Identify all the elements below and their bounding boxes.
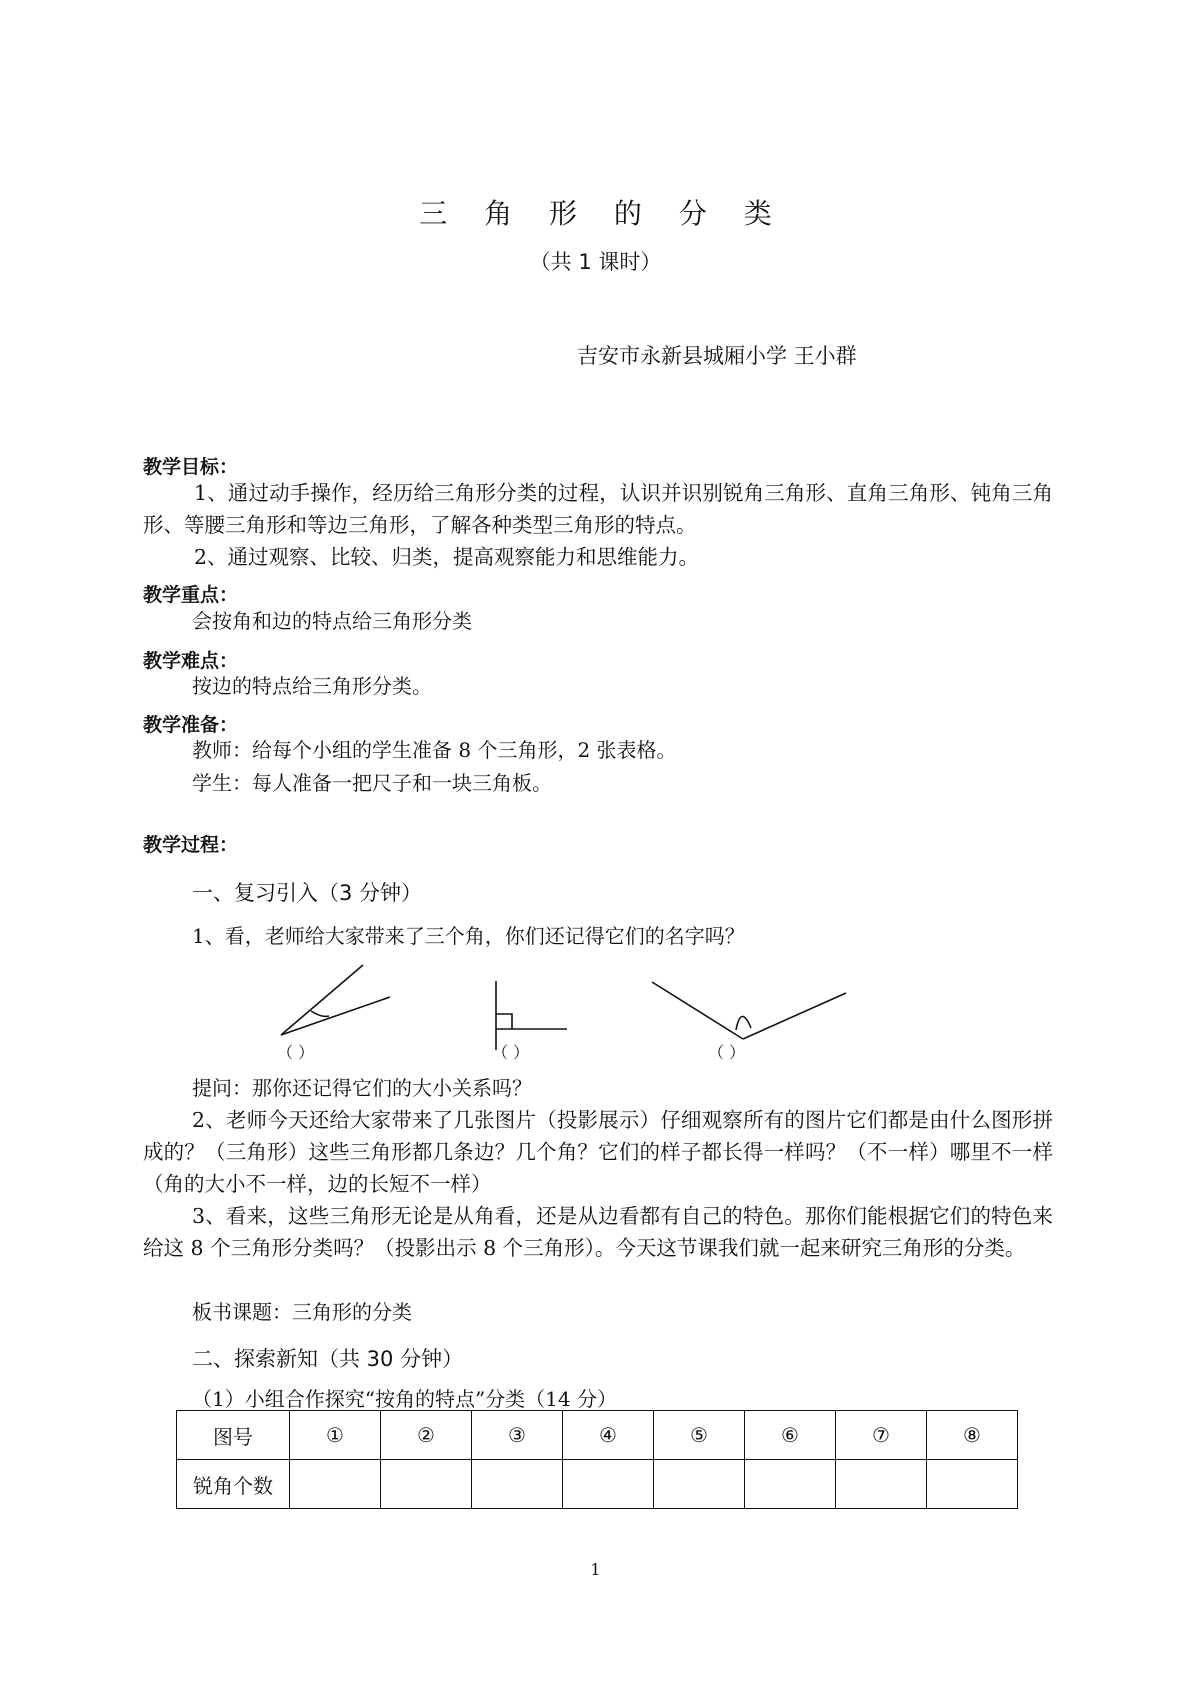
table-column-header: ⑧: [927, 1411, 1018, 1460]
section1-title: 一、复习引入（3 分钟）: [192, 881, 423, 905]
table-column-header: ①: [290, 1411, 381, 1460]
table-row-header: 锐角个数: [177, 1460, 290, 1509]
table-column-header: ②: [381, 1411, 472, 1460]
key-point-text: 会按角和边的特点给三角形分类: [192, 609, 472, 633]
table-column-header: ③: [472, 1411, 563, 1460]
section1-board-title: 板书课题：三角形的分类: [192, 1300, 412, 1324]
key-point-heading: 教学重点：: [143, 584, 239, 606]
table-cell: [745, 1460, 836, 1509]
section2-title: 二、探索新知（共 30 分钟）: [192, 1347, 464, 1371]
page-title: 三 角 形 的 分 类: [419, 197, 786, 230]
author-line: 吉安市永新县城厢小学 王小群: [577, 344, 857, 368]
table-cell: [381, 1460, 472, 1509]
table-row: [177, 1460, 1018, 1509]
table-column-header: ⑤: [654, 1411, 745, 1460]
process-heading: 教学过程：: [143, 834, 239, 856]
section1-item-2: 2、老师今天还给大家带来了几张图片（投影展示）仔细观察所有的图片它们都是由什么图形拼成的？（三角形）这些三角形都几条边？几个角？它们的样子都长得一样吗？（不一样）哪里不一样（角的大小不一样，边的长短不一样）: [143, 1108, 1053, 1196]
table-column-header: ⑥: [745, 1411, 836, 1460]
difficulty-heading: 教学难点：: [143, 650, 239, 672]
table-cell: [927, 1460, 1018, 1509]
objective-item-2: 2、通过观察、比较、归类，提高观察能力和思维能力。: [194, 545, 700, 569]
preparation-teacher: 教师：给每个小组的学生准备 8 个三角形，2 张表格。: [192, 738, 677, 762]
page-number: 1: [590, 1560, 601, 1579]
section1-item-1: 1、看，老师给大家带来了三个角，你们还记得它们的名字吗？: [192, 924, 745, 948]
objectives-heading: 教学目标：: [143, 456, 239, 478]
angle-blank-1: （ ）: [277, 1043, 315, 1062]
section1-question: 提问：那你还记得它们的大小关系吗？: [192, 1076, 532, 1100]
difficulty-text: 按边的特点给三角形分类。: [192, 674, 432, 698]
table-row: [177, 1411, 1018, 1460]
obtuse-angle-figure: [652, 982, 846, 1039]
preparation-student: 学生：每人准备一把尺子和一块三角板。: [192, 771, 552, 795]
preparation-heading: 教学准备：: [143, 714, 239, 736]
page-subtitle: （共 1 课时）: [529, 250, 662, 274]
table-column-header: ④: [563, 1411, 654, 1460]
angle-blank-3: （ ）: [708, 1043, 746, 1062]
table-row-header: 图号: [177, 1411, 290, 1460]
angle-blank-2: （ ）: [492, 1043, 530, 1062]
acute-angle-figure: [281, 965, 390, 1035]
table-cell: [654, 1460, 745, 1509]
section1-item-3: 3、看来，这些三角形无论是从角看，还是从边看都有自己的特色。那你们能根据它们的特色来给这 8 个三角形分类吗？（投影出示 8 个三角形）。今天这节课我们就一起来研究三角形的分类。: [143, 1204, 1053, 1260]
table-cell: [563, 1460, 654, 1509]
section2-item-1: （1）小组合作探究“按角的特点”分类（14 分）: [192, 1387, 617, 1411]
table-column-header: ⑦: [836, 1411, 927, 1460]
table-cell: [290, 1460, 381, 1509]
table-cell: [472, 1460, 563, 1509]
objective-item-1: 1、通过动手操作，经历给三角形分类的过程，认识并识别锐角三角形、直角三角形、钝角三角形、等腰三角形和等边三角形，了解各种类型三角形的特点。: [143, 481, 1053, 537]
classification-table: [176, 1410, 1018, 1509]
table-cell: [836, 1460, 927, 1509]
